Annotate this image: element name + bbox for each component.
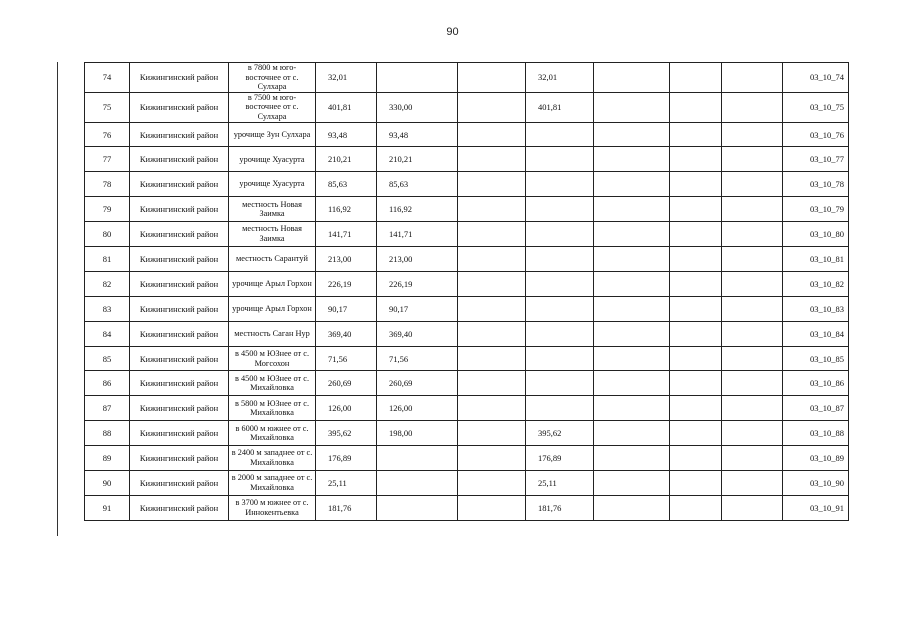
area-total-cell: 85,63 — [316, 172, 377, 197]
value-col8-cell — [594, 421, 670, 446]
table-row — [85, 271, 849, 296]
area-total-cell: 213,00 — [316, 247, 377, 272]
code-cell: 03_10_88 — [783, 421, 849, 446]
table-row — [85, 197, 849, 222]
area-total-cell: 395,62 — [316, 421, 377, 446]
location-cell: урочище Зун Сулхара — [229, 122, 316, 147]
value-col10-cell — [722, 271, 783, 296]
row-number-cell: 90 — [85, 471, 130, 496]
value-col6-cell — [458, 197, 526, 222]
value-col9-cell — [670, 197, 722, 222]
location-cell: в 7500 м юго-восточнее от с. Сулхара — [229, 92, 316, 122]
location-cell: в 4500 м ЮЗнее от с. Могсохон — [229, 346, 316, 371]
location-cell: местность Сарантуй — [229, 247, 316, 272]
value-col5-cell: 126,00 — [377, 396, 458, 421]
value-col7-cell — [526, 296, 594, 321]
value-col8-cell — [594, 247, 670, 272]
table-body — [85, 63, 849, 521]
value-col6-cell — [458, 222, 526, 247]
location-cell: урочище Арыл Горхон — [229, 296, 316, 321]
value-col8-cell — [594, 321, 670, 346]
table-row — [85, 446, 849, 471]
district-cell: Кижингинский район — [130, 122, 229, 147]
value-col6-cell — [458, 296, 526, 321]
value-col10-cell — [722, 321, 783, 346]
value-col5-cell: 85,63 — [377, 172, 458, 197]
value-col5-cell: 369,40 — [377, 321, 458, 346]
location-cell: урочище Арыл Горхон — [229, 271, 316, 296]
value-col9-cell — [670, 271, 722, 296]
area-total-cell: 25,11 — [316, 471, 377, 496]
value-col7-cell: 32,01 — [526, 63, 594, 93]
table-row — [85, 321, 849, 346]
value-col9-cell — [670, 172, 722, 197]
value-col7-cell: 25,11 — [526, 471, 594, 496]
value-col7-cell: 181,76 — [526, 495, 594, 520]
value-col10-cell — [722, 495, 783, 520]
value-col6-cell — [458, 122, 526, 147]
value-col6-cell — [458, 446, 526, 471]
value-col7-cell — [526, 147, 594, 172]
table-row — [85, 296, 849, 321]
row-number-cell: 85 — [85, 346, 130, 371]
table-row — [85, 92, 849, 122]
location-cell: в 2400 м западнее от с. Михайловка — [229, 446, 316, 471]
page-number: 90 — [446, 26, 459, 38]
value-col9-cell — [670, 222, 722, 247]
value-col6-cell — [458, 92, 526, 122]
value-col5-cell: 141,71 — [377, 222, 458, 247]
value-col7-cell — [526, 222, 594, 247]
table-row — [85, 371, 849, 396]
value-col6-cell — [458, 495, 526, 520]
code-cell: 03_10_84 — [783, 321, 849, 346]
value-col10-cell — [722, 446, 783, 471]
data-table — [84, 62, 849, 521]
value-col6-cell — [458, 396, 526, 421]
table-row — [85, 172, 849, 197]
district-cell: Кижингинский район — [130, 92, 229, 122]
area-total-cell: 32,01 — [316, 63, 377, 93]
value-col9-cell — [670, 421, 722, 446]
value-col5-cell: 71,56 — [377, 346, 458, 371]
district-cell: Кижингинский район — [130, 172, 229, 197]
location-cell: урочище Хуасурта — [229, 172, 316, 197]
code-cell: 03_10_80 — [783, 222, 849, 247]
value-col5-cell: 93,48 — [377, 122, 458, 147]
table-row — [85, 396, 849, 421]
code-cell: 03_10_76 — [783, 122, 849, 147]
code-cell: 03_10_81 — [783, 247, 849, 272]
value-col7-cell — [526, 396, 594, 421]
code-cell: 03_10_86 — [783, 371, 849, 396]
value-col8-cell — [594, 371, 670, 396]
value-col10-cell — [722, 247, 783, 272]
value-col8-cell — [594, 446, 670, 471]
area-total-cell: 260,69 — [316, 371, 377, 396]
value-col9-cell — [670, 371, 722, 396]
code-cell: 03_10_90 — [783, 471, 849, 496]
code-cell: 03_10_77 — [783, 147, 849, 172]
location-cell: в 3700 м южнее от с. Иннокентьевка — [229, 495, 316, 520]
area-total-cell: 176,89 — [316, 446, 377, 471]
district-cell: Кижингинский район — [130, 197, 229, 222]
district-cell: Кижингинский район — [130, 247, 229, 272]
area-total-cell: 93,48 — [316, 122, 377, 147]
code-cell: 03_10_91 — [783, 495, 849, 520]
value-col7-cell — [526, 271, 594, 296]
location-cell: в 7800 м юго-восточнее от с. Сулхара — [229, 63, 316, 93]
area-total-cell: 90,17 — [316, 296, 377, 321]
value-col5-cell: 330,00 — [377, 92, 458, 122]
district-cell: Кижингинский район — [130, 446, 229, 471]
code-cell: 03_10_87 — [783, 396, 849, 421]
value-col5-cell — [377, 495, 458, 520]
row-number-cell: 80 — [85, 222, 130, 247]
value-col10-cell — [722, 63, 783, 93]
code-cell: 03_10_85 — [783, 346, 849, 371]
district-cell: Кижингинский район — [130, 222, 229, 247]
value-col8-cell — [594, 92, 670, 122]
value-col5-cell: 226,19 — [377, 271, 458, 296]
value-col5-cell: 116,92 — [377, 197, 458, 222]
area-total-cell: 226,19 — [316, 271, 377, 296]
row-number-cell: 86 — [85, 371, 130, 396]
value-col9-cell — [670, 471, 722, 496]
value-col5-cell: 213,00 — [377, 247, 458, 272]
value-col5-cell: 198,00 — [377, 421, 458, 446]
value-col9-cell — [670, 296, 722, 321]
value-col8-cell — [594, 197, 670, 222]
table-row — [85, 247, 849, 272]
row-number-cell: 83 — [85, 296, 130, 321]
row-number-cell: 74 — [85, 63, 130, 93]
value-col8-cell — [594, 172, 670, 197]
value-col9-cell — [670, 63, 722, 93]
row-number-cell: 82 — [85, 271, 130, 296]
value-col9-cell — [670, 92, 722, 122]
value-col10-cell — [722, 92, 783, 122]
area-total-cell: 71,56 — [316, 346, 377, 371]
value-col6-cell — [458, 271, 526, 296]
value-col5-cell: 90,17 — [377, 296, 458, 321]
value-col9-cell — [670, 396, 722, 421]
location-cell: местность Новая Заимка — [229, 197, 316, 222]
value-col6-cell — [458, 346, 526, 371]
district-cell: Кижингинский район — [130, 421, 229, 446]
value-col9-cell — [670, 321, 722, 346]
code-cell: 03_10_75 — [783, 92, 849, 122]
district-cell: Кижингинский район — [130, 296, 229, 321]
location-cell: урочище Хуасурта — [229, 147, 316, 172]
location-cell: местность Саган Нур — [229, 321, 316, 346]
area-total-cell: 210,21 — [316, 147, 377, 172]
value-col6-cell — [458, 147, 526, 172]
value-col5-cell — [377, 471, 458, 496]
value-col7-cell — [526, 346, 594, 371]
value-col8-cell — [594, 471, 670, 496]
value-col8-cell — [594, 346, 670, 371]
code-cell: 03_10_82 — [783, 271, 849, 296]
value-col7-cell: 401,81 — [526, 92, 594, 122]
row-number-cell: 75 — [85, 92, 130, 122]
value-col9-cell — [670, 147, 722, 172]
value-col8-cell — [594, 122, 670, 147]
row-number-cell: 78 — [85, 172, 130, 197]
value-col10-cell — [722, 197, 783, 222]
table-row — [85, 222, 849, 247]
table-row — [85, 147, 849, 172]
row-number-cell: 76 — [85, 122, 130, 147]
district-cell: Кижингинский район — [130, 346, 229, 371]
value-col8-cell — [594, 147, 670, 172]
district-cell: Кижингинский район — [130, 396, 229, 421]
value-col10-cell — [722, 371, 783, 396]
value-col6-cell — [458, 321, 526, 346]
table-row — [85, 495, 849, 520]
row-number-cell: 87 — [85, 396, 130, 421]
value-col5-cell — [377, 446, 458, 471]
value-col10-cell — [722, 122, 783, 147]
location-cell: в 4500 м ЮЗнее от с. Михайловка — [229, 371, 316, 396]
value-col10-cell — [722, 147, 783, 172]
value-col10-cell — [722, 396, 783, 421]
table-row — [85, 346, 849, 371]
area-total-cell: 141,71 — [316, 222, 377, 247]
district-cell: Кижингинский район — [130, 63, 229, 93]
district-cell: Кижингинский район — [130, 371, 229, 396]
row-number-cell: 88 — [85, 421, 130, 446]
code-cell: 03_10_83 — [783, 296, 849, 321]
value-col7-cell — [526, 247, 594, 272]
value-col7-cell — [526, 321, 594, 346]
district-cell: Кижингинский район — [130, 147, 229, 172]
value-col7-cell — [526, 172, 594, 197]
value-col9-cell — [670, 122, 722, 147]
value-col6-cell — [458, 247, 526, 272]
row-number-cell: 89 — [85, 446, 130, 471]
value-col5-cell: 260,69 — [377, 371, 458, 396]
value-col8-cell — [594, 396, 670, 421]
district-cell: Кижингинский район — [130, 495, 229, 520]
value-col5-cell: 210,21 — [377, 147, 458, 172]
value-col8-cell — [594, 495, 670, 520]
value-col7-cell — [526, 197, 594, 222]
code-cell: 03_10_79 — [783, 197, 849, 222]
value-col6-cell — [458, 172, 526, 197]
value-col6-cell — [458, 371, 526, 396]
value-col8-cell — [594, 271, 670, 296]
district-cell: Кижингинский район — [130, 271, 229, 296]
value-col7-cell — [526, 371, 594, 396]
value-col8-cell — [594, 63, 670, 93]
value-col6-cell — [458, 63, 526, 93]
location-cell: в 6000 м южнее от с. Михайловка — [229, 421, 316, 446]
location-cell: в 5800 м ЮЗнее от с. Михайловка — [229, 396, 316, 421]
code-cell: 03_10_78 — [783, 172, 849, 197]
district-cell: Кижингинский район — [130, 321, 229, 346]
table-row — [85, 421, 849, 446]
margin-rule — [57, 62, 58, 536]
district-cell: Кижингинский район — [130, 471, 229, 496]
value-col7-cell: 176,89 — [526, 446, 594, 471]
area-total-cell: 369,40 — [316, 321, 377, 346]
row-number-cell: 79 — [85, 197, 130, 222]
value-col8-cell — [594, 296, 670, 321]
value-col9-cell — [670, 495, 722, 520]
location-cell: в 2000 м западнее от с. Михайловка — [229, 471, 316, 496]
value-col6-cell — [458, 421, 526, 446]
value-col6-cell — [458, 471, 526, 496]
value-col9-cell — [670, 247, 722, 272]
row-number-cell: 91 — [85, 495, 130, 520]
row-number-cell: 77 — [85, 147, 130, 172]
row-number-cell: 84 — [85, 321, 130, 346]
code-cell: 03_10_89 — [783, 446, 849, 471]
value-col7-cell: 395,62 — [526, 421, 594, 446]
table-row — [85, 122, 849, 147]
area-total-cell: 116,92 — [316, 197, 377, 222]
area-total-cell: 126,00 — [316, 396, 377, 421]
value-col7-cell — [526, 122, 594, 147]
value-col10-cell — [722, 296, 783, 321]
table-row — [85, 63, 849, 93]
value-col10-cell — [722, 346, 783, 371]
value-col10-cell — [722, 222, 783, 247]
value-col8-cell — [594, 222, 670, 247]
code-cell: 03_10_74 — [783, 63, 849, 93]
value-col9-cell — [670, 346, 722, 371]
area-total-cell: 401,81 — [316, 92, 377, 122]
value-col10-cell — [722, 471, 783, 496]
value-col9-cell — [670, 446, 722, 471]
value-col5-cell — [377, 63, 458, 93]
table-row — [85, 471, 849, 496]
value-col10-cell — [722, 172, 783, 197]
value-col10-cell — [722, 421, 783, 446]
area-total-cell: 181,76 — [316, 495, 377, 520]
row-number-cell: 81 — [85, 247, 130, 272]
location-cell: местность Новая Заимка — [229, 222, 316, 247]
